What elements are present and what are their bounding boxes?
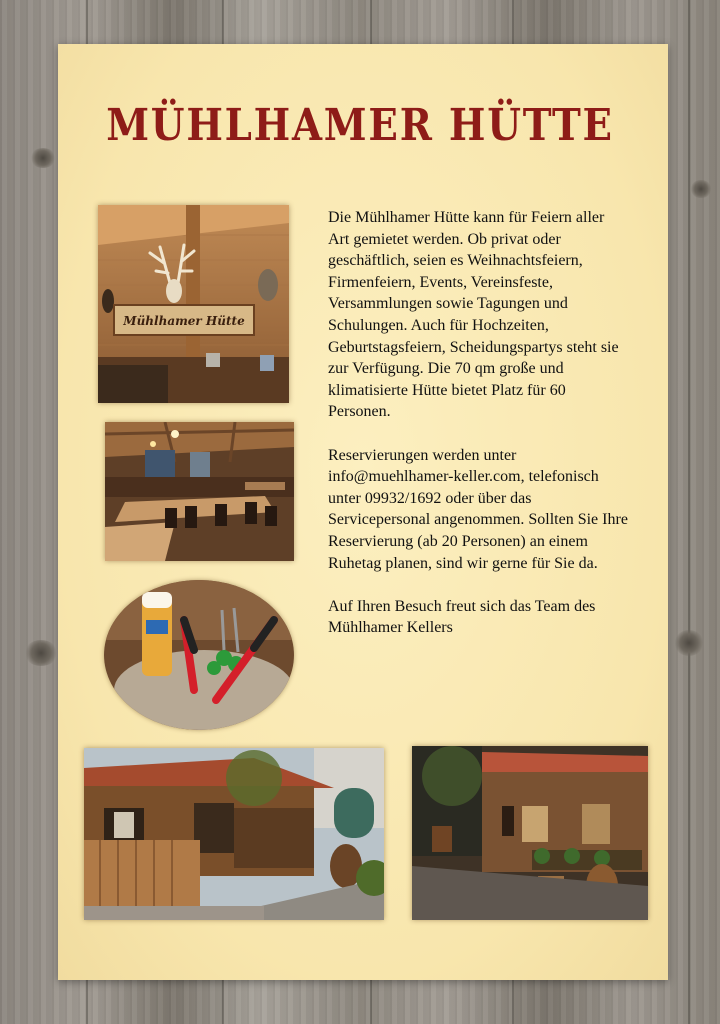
photo-interior-antlers [98, 205, 289, 403]
reservation-paragraph: Reservierungen werden unter info@muehlhamer-keller.com, telefonisch unter 09932/1692 oder über das Servicepersonal angenommen. Sollten Sie Ihre Reservierung (ab 20 Personen) an einem Ruhetag planen, sind wir gerne für Sie da. [328, 446, 628, 572]
wood-knot [30, 148, 56, 168]
photo-hall-tables [105, 422, 294, 561]
photo-beer-tools [104, 580, 294, 730]
wood-knot [674, 630, 704, 656]
photo-hut-exterior-day [84, 748, 384, 920]
wood-knot [24, 640, 58, 666]
closing-paragraph: Auf Ihren Besuch freut sich das Team des Mühlhamer Kellers [328, 597, 596, 637]
hut-sign-text: Mühlhamer Hütte [123, 314, 245, 328]
page-title: MÜHLHAMER HÜTTE [106, 100, 614, 151]
wood-knot [690, 180, 712, 198]
description-text [328, 207, 628, 660]
photo-hut-exterior-evening [412, 746, 648, 920]
description-paragraph: Die Mühlhamer Hütte kann für Feiern aller Art gemietet werden. Ob privat oder geschäftlich, seien es Weihnachtsfeiern, Firmenfeiern, Events, Vereinsfeste, Versammlungen sowie Tagungen und Schulungen. Auch für Hochzeiten, Geburtstagsfeiern, Scheidungspartys steht sie zur Verfügung. Die 70 qm große und klimatisierte Hütte bietet Platz für 60 Personen. [328, 209, 619, 421]
wood-plank-seam [688, 0, 690, 1024]
